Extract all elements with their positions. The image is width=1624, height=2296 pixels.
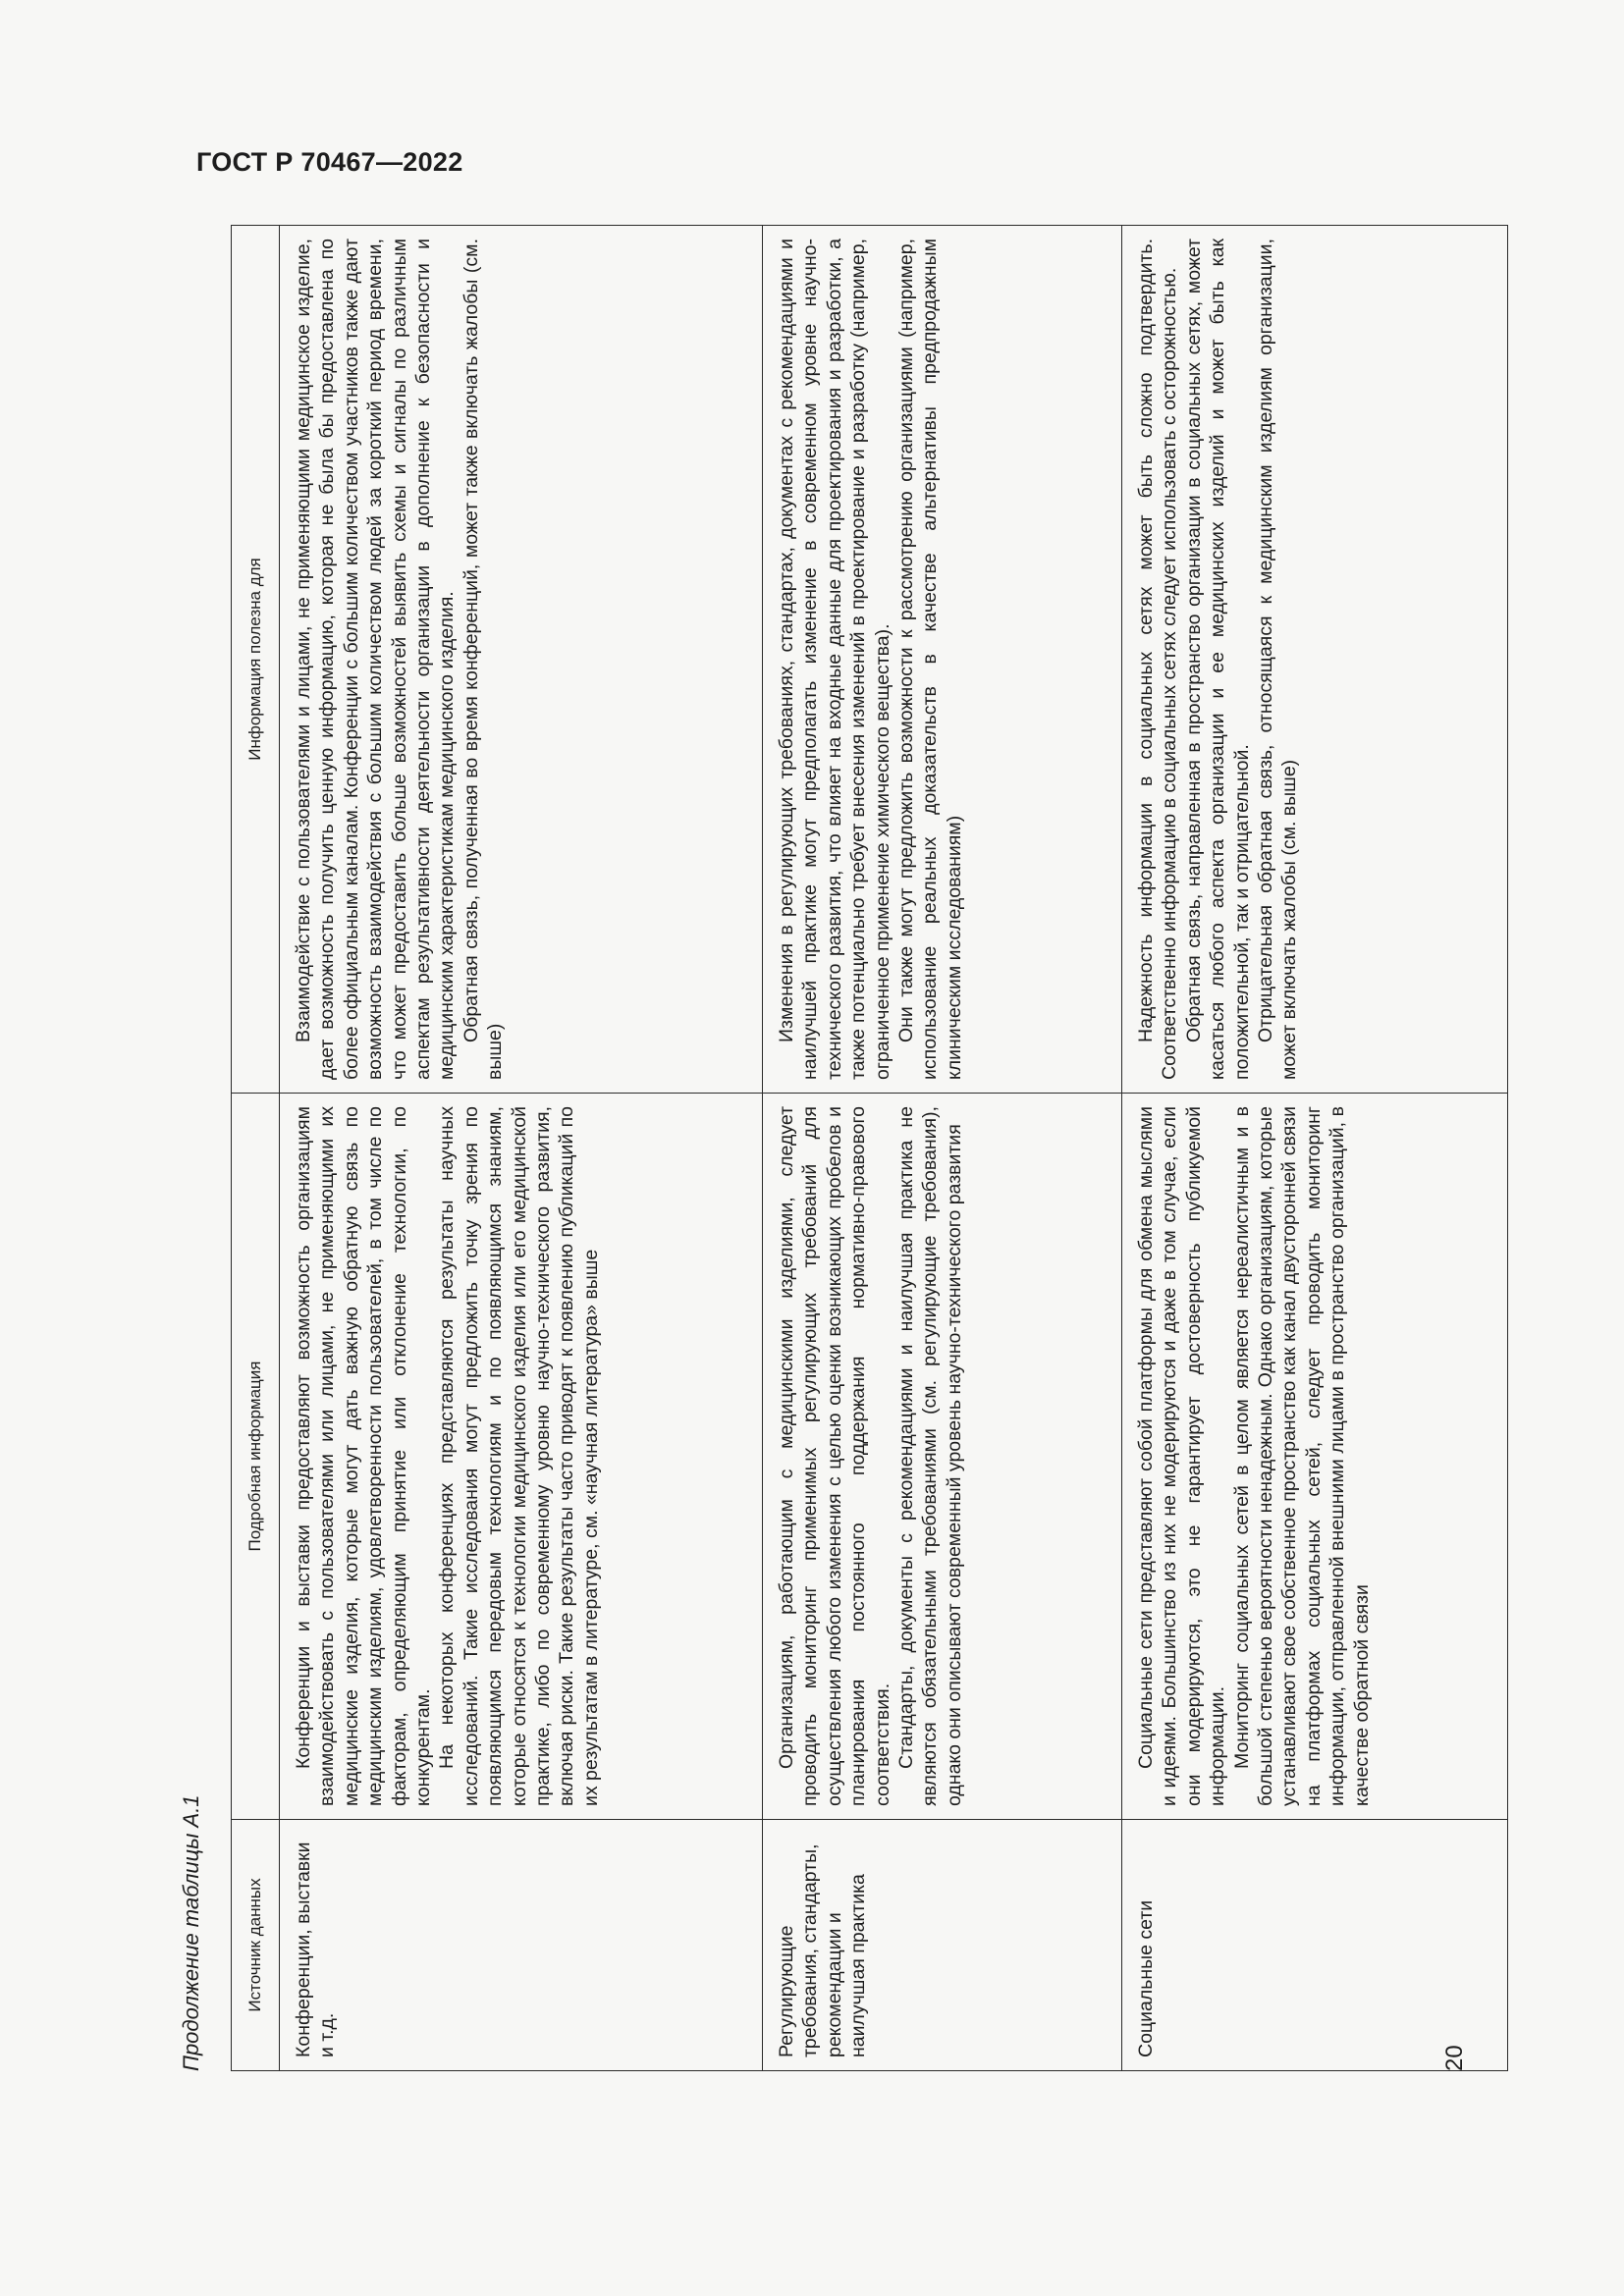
details-paragraph: Стандарты, документы с рекомендациями и наилучшая практика не являются обязательными требованиями (см. регулирующие требования), однако они описывают современный уровень научно-технического развития <box>895 1106 965 1806</box>
details-paragraph: Конференции и выставки предоставляют возможность организациям взаимодействовать с пользователями или лицами, не применяющими их медицинские изделия, которые могут дать важную обратную связь по медицинским изделиям, удовлетворенности пользователей, в том числе по факторам, определяющим принятие или отклонение технологии, по конкурентам. <box>293 1106 435 1806</box>
details-paragraph: Организациям, работающим с медицинскими изделиями, следует проводить мониторинг применимых регулирующих требований для осуществления любого изменения с целью оценки возникающих пробелов и планирования постоянного поддержания нормативно-правового соответствия. <box>776 1106 893 1806</box>
useful-for-cell <box>1122 226 1508 1094</box>
details-paragraph: На некоторых конференциях представляются результаты научных исследований. Такие исследования могут предложить точку зрения по появляющимся передовым технологиям и по появляющимся знаниям, которые относятся к технологии медицинского изделия или его медицинской практике, либо по современному уровню научно-технического развития, включая риски. Такие результаты часто приводят к появлению публикаций по их результатам в литературе, см. «научная литература» выше <box>436 1106 602 1806</box>
details-cell <box>1122 1094 1508 1820</box>
data-sources-table <box>231 225 1508 2071</box>
page-number: 20 <box>1441 2045 1468 2071</box>
source-cell: Социальные сети <box>1122 1820 1508 2071</box>
useful-for-paragraph: Обратная связь, полученная во время конференций, может также включать жалобы (см. выше) <box>460 239 507 1080</box>
details-cell <box>280 1094 763 1820</box>
table-row <box>1122 226 1508 2071</box>
useful-for-paragraph: Взаимодействие с пользователями и лицами, не применяющими медицинское изделие, дает возможность получить ценную информацию, которая не была бы предоставлена по более официальным каналам. Конференции с большим количеством участников также дают возможность взаимодействия с большим количеством людей за короткий период времени, что может предоставить больше возможностей выявить схемы и сигналы по различным аспектам результативности деятельности организации в дополнение к безопасности и медицинским характеристикам медицинского изделия. <box>293 239 459 1080</box>
table-row <box>763 226 1122 2071</box>
useful-for-paragraph: Обратная связь, направленная в пространство организации в социальных сетях, может касаться любого аспекта организации и ее медицинских изделий и может быть как положительной, так и отрицательной. <box>1182 239 1253 1080</box>
table-caption: Продолжение таблицы А.1 <box>179 1794 203 2071</box>
document-header: ГОСТ Р 70467—2022 <box>196 147 463 177</box>
useful-for-cell <box>280 226 763 1094</box>
table-row <box>280 226 763 2071</box>
details-paragraph: Мониторинг социальных сетей в целом является нереалистичным и в большой степенью вероятности ненадежным. Однако организациям, которые устанавливают свое собственное пространство как канал двусторонней связи на платформах социальных сетей, следует проводить мониторинг информации, отправленной внешними лицами в пространство организаций, в качестве обратной связи <box>1230 1106 1373 1806</box>
column-header-source: Источник данных <box>232 1820 280 2071</box>
details-paragraph: Социальные сети представляют собой платформы для обмена мыслями и идеями. Большинство из них не модерируются и даже в том случае, если они модерируются, это не гарантирует достоверность публикуемой информации. <box>1135 1106 1229 1806</box>
rotated-page-content <box>172 226 1517 2071</box>
useful-for-cell <box>763 226 1122 1094</box>
useful-for-paragraph: Отрицательная обратная связь, относящаяся к медицинским изделиям организации, может включать жалобы (см. выше) <box>1255 239 1301 1080</box>
details-cell <box>763 1094 1122 1820</box>
column-header-useful-for: Информация полезна для <box>232 226 280 1094</box>
useful-for-paragraph: Надежность информации в социальных сетях может быть сложно подтвердить. Соответственно информацию в социальных сетях следует использовать с осторожностью. <box>1135 239 1181 1080</box>
useful-for-paragraph: Они также могут предложить возможности к рассмотрению организациями (например, использование реальных доказательств в качестве альтернативы предпродажным клиническим исследованиям) <box>895 239 965 1080</box>
table-header-row <box>232 226 280 2071</box>
useful-for-paragraph: Изменения в регулирующих требованиях, стандартах, документах с рекомендациями и наилучшей практике могут предполагать изменение в современном уровне научно-технического развития, что влияет на входные данные для проектирования и разработки, а также потенциально требует внесения изменений в проектирование и разработку (например, ограниченное применение химического вещества). <box>776 239 893 1080</box>
column-header-details: Подробная информация <box>232 1094 280 1820</box>
source-cell: Конференции, выставки и т.д. <box>280 1820 763 2071</box>
source-cell: Регулирующие требования, стандарты, рекомендации и наилучшая практика <box>763 1820 1122 2071</box>
